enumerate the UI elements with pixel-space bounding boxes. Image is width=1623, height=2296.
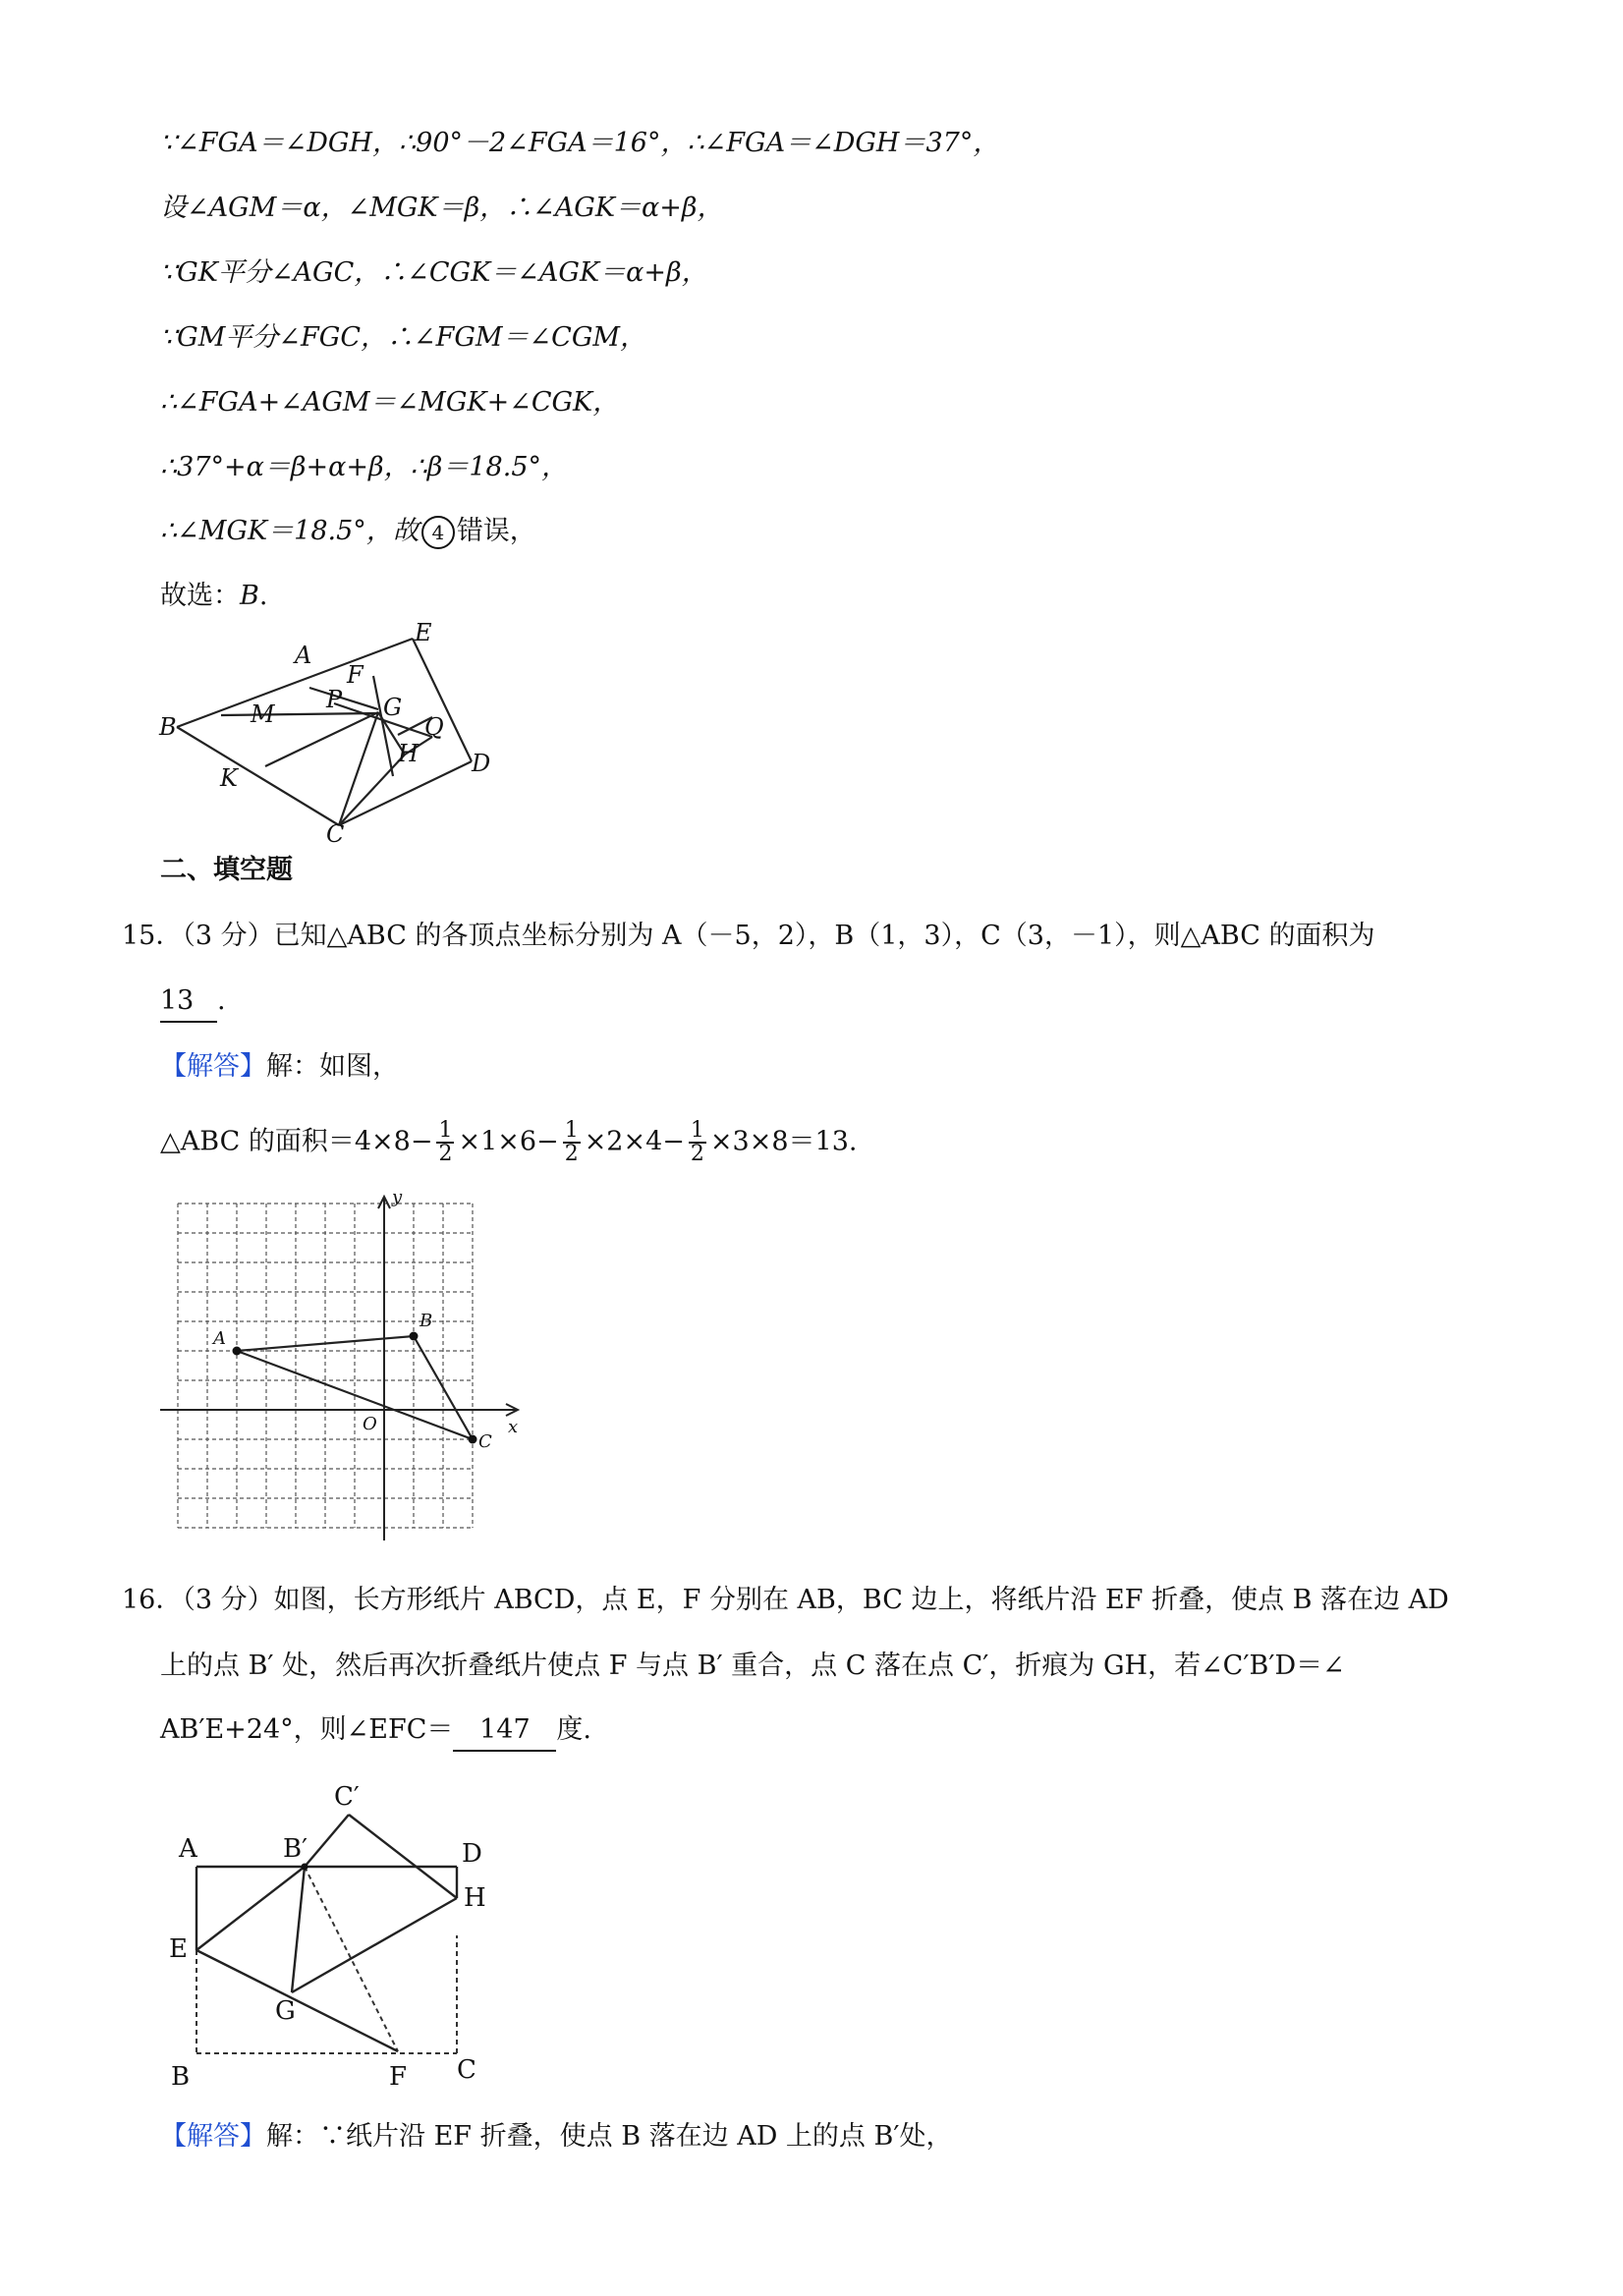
point-B — [410, 1332, 419, 1341]
q16-solution-head — [160, 2117, 952, 2156]
q15-area-formula — [160, 1120, 857, 1165]
fig16-label-D: D — [462, 1839, 482, 1869]
q16-number: 16． — [122, 1585, 183, 1615]
fig14-label-K: K — [220, 764, 238, 792]
q15-area-part-2: ×1×6− — [458, 1126, 559, 1157]
origin-label: O — [363, 1414, 377, 1434]
point-A — [233, 1347, 242, 1356]
q15-solution-head — [160, 1047, 399, 1087]
figure-q15-grid — [152, 1189, 545, 1552]
choice-prefix: 故选： — [160, 581, 240, 611]
point-C — [469, 1435, 477, 1444]
section-title: 二、填空题 — [160, 855, 293, 885]
solution-line-2: 设∠AGM＝α，∠MGK＝β，∴∠AGK＝α+β， — [160, 193, 724, 223]
q16-text-3-post: 度. — [556, 1714, 591, 1745]
fig16-label-F: F — [389, 2062, 408, 2092]
fig14-label-A: A — [295, 642, 312, 669]
fig14-label-C: C — [326, 820, 345, 845]
choice-suffix: . — [258, 581, 268, 611]
figure-q16 — [157, 1778, 550, 2093]
q16-line-3 — [160, 1710, 591, 1752]
fig16-label-C-prime: C′ — [334, 1782, 360, 1812]
q15-answer-end: . — [217, 985, 226, 1016]
q16-answer-tag: 【解答】 — [160, 2121, 266, 2152]
fig14-label-P: P — [326, 686, 343, 713]
q15-answer-blank: 13 — [160, 981, 217, 1023]
half-fraction-2: $\frac{1}{2}$ — [564, 1118, 579, 1166]
solution-line-4: ∵GM平分∠FGC，∴∠FGM＝∠CGM， — [160, 322, 647, 353]
fig14-label-B: B — [159, 713, 177, 741]
q16-text-1: 如图，长方形纸片 ABCD，点 E，F 分别在 AB，BC 边上，将纸片沿 EF 折叠，使点 B 落在边 AD — [273, 1585, 1449, 1615]
fig14-label-Q: Q — [424, 713, 444, 741]
grid-lines — [178, 1204, 473, 1528]
choice-line — [160, 577, 267, 616]
circled-number: 4 — [421, 516, 455, 549]
q15-score: （3 分） — [182, 921, 274, 951]
q15-area-part-3: ×2×4− — [584, 1126, 685, 1157]
fig14-label-G: G — [383, 694, 403, 721]
half-fraction-3: $\frac{1}{2}$ — [690, 1118, 704, 1166]
fig14-label-H: H — [398, 740, 419, 767]
q16-text-3-pre: AB′E+24°，则∠EFC＝ — [160, 1714, 454, 1745]
graph-label-B: B — [420, 1311, 433, 1331]
fig16-label-G: G — [275, 1996, 296, 2026]
q16-line-1 — [122, 1581, 1449, 1620]
axis-label-x: x — [508, 1417, 519, 1437]
q15-stem — [122, 917, 1374, 956]
q16-line-2: 上的点 B′ 处，然后再次折叠纸片使点 F 与点 B′ 重合，点 C 落在点 C′，折痕为 GH，若∠C′B′D＝∠ — [160, 1651, 1345, 1681]
q15-area-part-4: ×3×8＝13. — [709, 1126, 858, 1157]
choice-answer: B — [240, 581, 259, 611]
q15-answer-tag: 【解答】 — [160, 1051, 266, 1082]
solution-line-6: ∴37°+α＝β+α+β，∴β＝18.5°， — [160, 452, 568, 482]
solution-line-7-tail: 错误， — [456, 516, 536, 546]
fig16-label-E: E — [169, 1934, 188, 1964]
q16-answer-blank: 147 — [453, 1710, 556, 1752]
fig14-label-E: E — [415, 619, 432, 646]
fig16-label-H: H — [464, 1883, 486, 1913]
half-fraction-1: $\frac{1}{2}$ — [438, 1118, 453, 1166]
q15-number: 15． — [122, 921, 183, 951]
q15-area-part-1: △ABC 的面积＝4×8− — [160, 1126, 433, 1157]
fig14-label-F: F — [347, 661, 364, 689]
fig14-label-D: D — [472, 750, 491, 777]
q16-answer-text: 解：∵纸片沿 EF 折叠，使点 B 落在边 AD 上的点 B′处， — [266, 2121, 953, 2152]
solution-line-1: ∵∠FGA＝∠DGH，∴90°－2∠FGA＝16°，∴∠FGA＝∠DGH＝37°， — [160, 128, 1000, 158]
q15-answer-line — [160, 981, 226, 1023]
solution-line-7 — [160, 512, 536, 551]
q15-answer-lead: 解：如图， — [266, 1051, 399, 1082]
solution-line-3: ∵GK平分∠AGC，∴∠CGK＝∠AGK＝α+β， — [160, 257, 708, 288]
fig14-label-M: M — [251, 700, 275, 728]
figure-q14 — [147, 619, 560, 845]
q16-score: （3 分） — [182, 1585, 274, 1615]
solution-line-5: ∴∠FGA+∠AGM＝∠MGK+∠CGK， — [160, 387, 620, 418]
fig16-label-B: B — [171, 2062, 191, 2092]
axis-label-y: y — [392, 1189, 403, 1207]
fig16-label-A: A — [179, 1834, 197, 1864]
point-B-prime — [302, 1864, 308, 1871]
q15-stem-text: 已知△ABC 的各顶点坐标分别为 A（－5，2），B（1，3），C（3，－1），则△ABC 的面积为 — [273, 921, 1375, 951]
graph-label-C: C — [478, 1431, 492, 1452]
graph-label-A: A — [213, 1328, 226, 1349]
fig16-label-C: C — [457, 2055, 476, 2085]
fig16-label-B-prime: B′ — [283, 1834, 308, 1864]
solution-line-7-text: ∴∠MGK＝18.5°，故 — [160, 516, 420, 546]
